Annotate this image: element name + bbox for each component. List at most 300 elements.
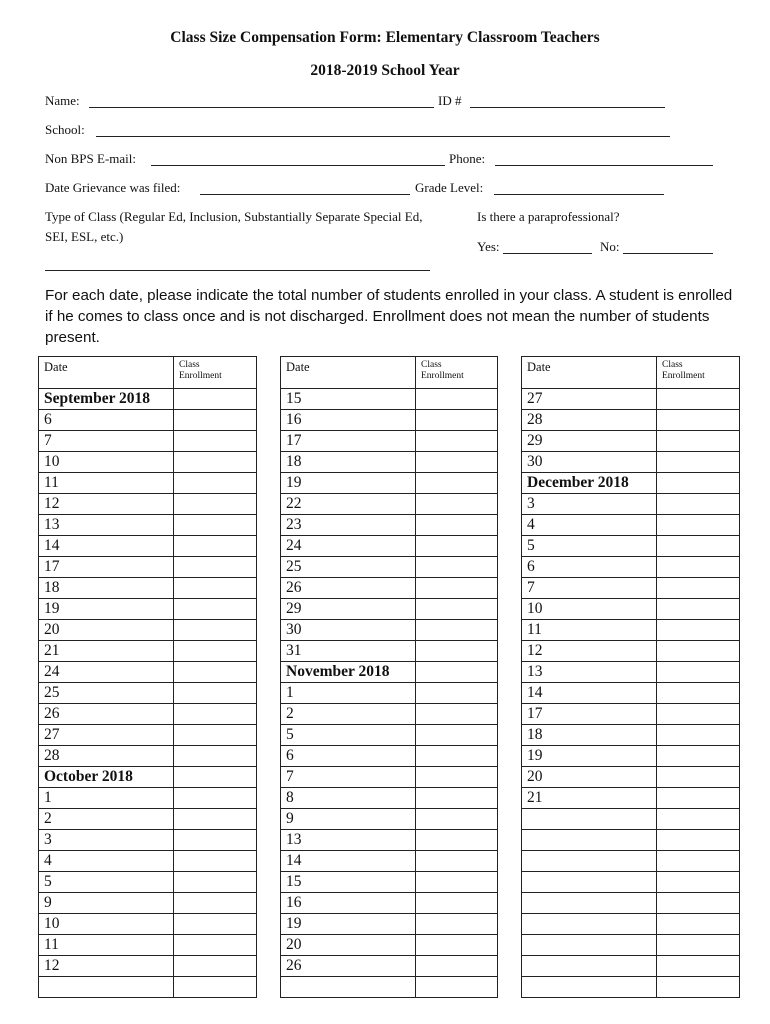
date-cell: 24 (281, 536, 416, 557)
enrollment-cell[interactable] (657, 620, 740, 641)
table-row (522, 893, 740, 914)
table-row (39, 830, 257, 851)
no-field[interactable] (623, 253, 713, 254)
date-cell: 26 (39, 704, 174, 725)
enrollment-cell[interactable] (174, 956, 257, 977)
date-cell: 5 (281, 725, 416, 746)
form-title: Class Size Compensation Form: Elementary Classroom Teachers (170, 29, 600, 46)
enrollment-cell[interactable] (174, 872, 257, 893)
enrollment-cell[interactable] (416, 746, 498, 767)
enrollment-cell[interactable] (174, 704, 257, 725)
enrollment-cell[interactable] (416, 599, 498, 620)
table-row (39, 431, 257, 452)
grade-level-field[interactable] (494, 194, 664, 195)
table-row (281, 389, 498, 410)
enrollment-cell (174, 767, 257, 788)
date-cell: 29 (281, 599, 416, 620)
date-cell: 12 (39, 494, 174, 515)
enrollment-cell[interactable] (174, 599, 257, 620)
date-cell: 13 (39, 515, 174, 536)
table-row (522, 914, 740, 935)
date-cell: 13 (522, 662, 657, 683)
table-row (522, 872, 740, 893)
date-cell: 5 (39, 872, 174, 893)
enrollment-cell[interactable] (174, 536, 257, 557)
date-cell: 17 (281, 431, 416, 452)
class-enrollment-header (174, 357, 257, 389)
table-row (39, 473, 257, 494)
enrollment-header-line2: Enrollment (179, 371, 222, 381)
date-cell: 30 (522, 452, 657, 473)
enrollment-cell[interactable] (657, 431, 740, 452)
school-field[interactable] (96, 136, 670, 137)
paraprofessional-question: Is there a paraprofessional? (477, 209, 620, 224)
date-cell: 1 (39, 788, 174, 809)
enrollment-cell[interactable] (174, 578, 257, 599)
table-row (39, 977, 257, 998)
table-row (281, 893, 498, 914)
enrollment-cell[interactable] (416, 494, 498, 515)
table-row (281, 620, 498, 641)
enrollment-cell[interactable] (657, 683, 740, 704)
enrollment-cell[interactable] (657, 515, 740, 536)
enrollment-cell[interactable] (657, 914, 740, 935)
enrollment-cell[interactable] (657, 893, 740, 914)
date-cell: 20 (522, 767, 657, 788)
enrollment-cell[interactable] (657, 641, 740, 662)
class-enrollment-header (416, 357, 498, 389)
enrollment-table-3 (521, 356, 740, 998)
enrollment-cell[interactable] (416, 536, 498, 557)
enrollment-cell[interactable] (416, 830, 498, 851)
enrollment-header-line2: Enrollment (421, 371, 464, 381)
date-cell: 29 (522, 431, 657, 452)
table-row (281, 473, 498, 494)
table-row (522, 725, 740, 746)
enrollment-table-1 (38, 356, 257, 998)
school-label: School: (45, 122, 85, 137)
date-cell: 10 (39, 914, 174, 935)
table-row (522, 536, 740, 557)
enrollment-cell[interactable] (416, 872, 498, 893)
table-row (522, 515, 740, 536)
table-row (522, 389, 740, 410)
date-header: Date (39, 357, 174, 389)
table-row (39, 935, 257, 956)
no-label: No: (600, 239, 620, 254)
date-cell: 3 (39, 830, 174, 851)
month-heading: November 2018 (281, 662, 416, 683)
enrollment-cell[interactable] (657, 389, 740, 410)
month-heading: October 2018 (39, 767, 174, 788)
enrollment-cell[interactable] (657, 977, 740, 998)
table-row (39, 788, 257, 809)
date-cell: 9 (39, 893, 174, 914)
date-cell: 11 (522, 620, 657, 641)
date-cell: 15 (281, 872, 416, 893)
date-cell: 19 (281, 473, 416, 494)
table-row (281, 851, 498, 872)
enrollment-cell[interactable] (174, 725, 257, 746)
date-cell: 17 (39, 557, 174, 578)
table-row (281, 452, 498, 473)
table-row (39, 872, 257, 893)
enrollment-cell[interactable] (416, 641, 498, 662)
table-row (522, 956, 740, 977)
date-cell: 15 (281, 389, 416, 410)
email-field[interactable] (151, 165, 445, 166)
table-row (39, 956, 257, 977)
enrollment-cell[interactable] (416, 956, 498, 977)
date-cell: 18 (281, 452, 416, 473)
enrollment-cell[interactable] (174, 473, 257, 494)
table-row (522, 452, 740, 473)
table-row (281, 935, 498, 956)
enrollment-cell (174, 389, 257, 410)
enrollment-header-line1: Class (662, 360, 683, 370)
date-cell: 23 (281, 515, 416, 536)
date-cell (522, 893, 657, 914)
table-row (281, 788, 498, 809)
enrollment-cell[interactable] (657, 725, 740, 746)
grievance-date-label: Date Grievance was filed: (45, 180, 181, 195)
enrollment-cell[interactable] (416, 893, 498, 914)
date-cell: 25 (281, 557, 416, 578)
table-row (522, 851, 740, 872)
table-row (522, 746, 740, 767)
date-cell: 18 (39, 578, 174, 599)
date-cell (522, 872, 657, 893)
class-type-label-line2: SEI, ESL, etc.) (45, 229, 124, 244)
table-row (39, 914, 257, 935)
enrollment-cell[interactable] (657, 830, 740, 851)
enrollment-cell[interactable] (174, 935, 257, 956)
enrollment-header-line2: Enrollment (662, 371, 705, 381)
enrollment-cell[interactable] (657, 494, 740, 515)
enrollment-cell[interactable] (657, 788, 740, 809)
date-cell: 7 (522, 578, 657, 599)
table-row (281, 746, 498, 767)
enrollment-cell[interactable] (174, 620, 257, 641)
enrollment-cell[interactable] (657, 410, 740, 431)
table-row (39, 683, 257, 704)
date-cell: 5 (522, 536, 657, 557)
table-row (522, 557, 740, 578)
enrollment-cell[interactable] (416, 704, 498, 725)
table-row (522, 641, 740, 662)
date-cell: 20 (281, 935, 416, 956)
table-row (522, 935, 740, 956)
table-row (281, 662, 498, 683)
table-row (522, 809, 740, 830)
table-row (522, 473, 740, 494)
enrollment-cell[interactable] (657, 578, 740, 599)
table-row (39, 410, 257, 431)
enrollment-cell[interactable] (657, 767, 740, 788)
date-header: Date (281, 357, 416, 389)
email-label: Non BPS E-mail: (45, 151, 137, 166)
enrollment-cell[interactable] (416, 851, 498, 872)
date-cell: 27 (39, 725, 174, 746)
date-cell: 4 (39, 851, 174, 872)
table-row (39, 809, 257, 830)
enrollment-cell[interactable] (174, 515, 257, 536)
date-cell: 14 (39, 536, 174, 557)
table-row (522, 704, 740, 725)
date-cell: 12 (39, 956, 174, 977)
enrollment-cell[interactable] (657, 872, 740, 893)
date-cell: 6 (281, 746, 416, 767)
enrollment-cell[interactable] (416, 809, 498, 830)
grievance-date-field[interactable] (200, 194, 410, 195)
name-label: Name: (45, 93, 80, 108)
table-row (39, 389, 257, 410)
table-row (39, 851, 257, 872)
date-cell: 14 (522, 683, 657, 704)
enrollment-cell[interactable] (174, 830, 257, 851)
table-row (522, 788, 740, 809)
date-cell: 13 (281, 830, 416, 851)
enrollment-cell[interactable] (174, 746, 257, 767)
table-row (281, 599, 498, 620)
name-field[interactable] (89, 107, 434, 108)
enrollment-cell[interactable] (657, 662, 740, 683)
class-type-field[interactable] (45, 270, 430, 271)
enrollment-cell[interactable] (416, 788, 498, 809)
table-row (522, 767, 740, 788)
enrollment-cell[interactable] (657, 452, 740, 473)
enrollment-cell[interactable] (416, 515, 498, 536)
table-row (39, 641, 257, 662)
date-cell: 2 (281, 704, 416, 725)
instructions-text: For each date, please indicate the total number of students enrolled in your class. A student is enrolled if he comes to class once and is not discharged. Enrollment does not mean the number of students present. (45, 287, 733, 346)
table-row (39, 893, 257, 914)
class-enrollment-header (657, 357, 740, 389)
date-cell (522, 830, 657, 851)
table-row (39, 620, 257, 641)
table-row (522, 977, 740, 998)
enrollment-cell[interactable] (174, 431, 257, 452)
enrollment-cell[interactable] (174, 683, 257, 704)
date-cell: 28 (522, 410, 657, 431)
enrollment-cell[interactable] (416, 914, 498, 935)
enrollment-cell[interactable] (657, 809, 740, 830)
enrollment-cell[interactable] (657, 704, 740, 725)
date-cell (522, 935, 657, 956)
date-cell: 6 (39, 410, 174, 431)
enrollment-cell[interactable] (416, 725, 498, 746)
enrollment-cell[interactable] (174, 788, 257, 809)
date-cell: 12 (522, 641, 657, 662)
table-row (522, 494, 740, 515)
yes-label: Yes: (477, 239, 500, 254)
date-cell: 17 (522, 704, 657, 725)
month-heading: September 2018 (39, 389, 174, 410)
table-row (281, 410, 498, 431)
enrollment-cell[interactable] (657, 956, 740, 977)
enrollment-cell[interactable] (416, 935, 498, 956)
date-cell: 7 (39, 431, 174, 452)
date-cell: 25 (39, 683, 174, 704)
enrollment-cell[interactable] (174, 641, 257, 662)
date-cell: 7 (281, 767, 416, 788)
date-cell (522, 914, 657, 935)
table-row (522, 410, 740, 431)
id-label: ID # (438, 93, 462, 108)
table-row (281, 872, 498, 893)
grade-level-label: Grade Level: (415, 180, 484, 195)
enrollment-cell[interactable] (416, 389, 498, 410)
enrollment-cell[interactable] (657, 851, 740, 872)
table-row (39, 536, 257, 557)
table-row (522, 599, 740, 620)
enrollment-cell[interactable] (416, 410, 498, 431)
enrollment-cell[interactable] (416, 620, 498, 641)
enrollment-cell[interactable] (174, 410, 257, 431)
enrollment-cell[interactable] (174, 809, 257, 830)
table-row (39, 515, 257, 536)
enrollment-cell[interactable] (174, 662, 257, 683)
table-row (39, 746, 257, 767)
enrollment-cell[interactable] (416, 431, 498, 452)
date-cell: 20 (39, 620, 174, 641)
table-row (281, 704, 498, 725)
date-cell: 18 (522, 725, 657, 746)
table-row (39, 494, 257, 515)
enrollment-cell[interactable] (174, 452, 257, 473)
enrollment-header-line1: Class (179, 360, 200, 370)
date-cell: 4 (522, 515, 657, 536)
date-cell: 24 (39, 662, 174, 683)
table-row (522, 683, 740, 704)
table-row (281, 956, 498, 977)
date-cell: 31 (281, 641, 416, 662)
date-cell: 3 (522, 494, 657, 515)
date-cell (522, 809, 657, 830)
table-row (39, 767, 257, 788)
enrollment-cell (416, 662, 498, 683)
table-row (281, 830, 498, 851)
table-row (281, 641, 498, 662)
table-row (39, 662, 257, 683)
table-row (39, 725, 257, 746)
date-cell: 19 (281, 914, 416, 935)
school-year-subtitle: 2018-2019 School Year (310, 62, 460, 79)
date-cell: 10 (39, 452, 174, 473)
enrollment-cell[interactable] (657, 746, 740, 767)
id-field[interactable] (470, 107, 665, 108)
enrollment-cell[interactable] (416, 452, 498, 473)
table-row (281, 536, 498, 557)
date-cell: 19 (522, 746, 657, 767)
date-cell: 6 (522, 557, 657, 578)
table-row (39, 704, 257, 725)
table-row (522, 620, 740, 641)
date-cell: 30 (281, 620, 416, 641)
date-cell: 16 (281, 410, 416, 431)
date-cell: 10 (522, 599, 657, 620)
enrollment-cell[interactable] (657, 536, 740, 557)
table-row (522, 662, 740, 683)
table-row (281, 809, 498, 830)
table-row (281, 977, 498, 998)
enrollment-cell[interactable] (657, 935, 740, 956)
table-row (39, 452, 257, 473)
date-cell: 28 (39, 746, 174, 767)
table-row (39, 557, 257, 578)
date-cell: 27 (522, 389, 657, 410)
enrollment-cell[interactable] (657, 599, 740, 620)
month-heading: December 2018 (522, 473, 657, 494)
date-cell: 14 (281, 851, 416, 872)
phone-field[interactable] (495, 165, 713, 166)
enrollment-table-2 (280, 356, 498, 998)
table-row (281, 494, 498, 515)
date-cell (522, 956, 657, 977)
date-cell: 16 (281, 893, 416, 914)
enrollment-cell[interactable] (174, 914, 257, 935)
table-row (281, 914, 498, 935)
date-cell: 21 (522, 788, 657, 809)
table-row (39, 578, 257, 599)
enrollment-cell[interactable] (657, 557, 740, 578)
enrollment-cell[interactable] (174, 851, 257, 872)
enrollment-cell[interactable] (416, 683, 498, 704)
table-row (281, 725, 498, 746)
date-cell: 11 (39, 935, 174, 956)
date-cell (39, 977, 174, 998)
enrollment-cell[interactable] (416, 557, 498, 578)
enrollment-header-line1: Class (421, 360, 442, 370)
date-cell (522, 977, 657, 998)
enrollment-cell (657, 473, 740, 494)
enrollment-cell[interactable] (174, 977, 257, 998)
date-cell: 21 (39, 641, 174, 662)
date-header: Date (522, 357, 657, 389)
enrollment-cell[interactable] (416, 767, 498, 788)
enrollment-cell[interactable] (416, 578, 498, 599)
table-row (522, 830, 740, 851)
table-row (281, 578, 498, 599)
table-row (281, 431, 498, 452)
enrollment-cell[interactable] (174, 557, 257, 578)
table-row (522, 578, 740, 599)
yes-field[interactable] (503, 253, 592, 254)
date-cell: 22 (281, 494, 416, 515)
table-row (281, 767, 498, 788)
enrollment-cell[interactable] (174, 494, 257, 515)
table-row (281, 515, 498, 536)
table-row (281, 557, 498, 578)
date-cell: 26 (281, 578, 416, 599)
table-row (39, 599, 257, 620)
date-cell: 8 (281, 788, 416, 809)
date-cell: 19 (39, 599, 174, 620)
date-cell: 9 (281, 809, 416, 830)
date-cell (522, 851, 657, 872)
enrollment-cell[interactable] (416, 977, 498, 998)
date-cell (281, 977, 416, 998)
date-cell: 1 (281, 683, 416, 704)
enrollment-cell[interactable] (416, 473, 498, 494)
class-type-label-line1: Type of Class (Regular Ed, Inclusion, Substantially Separate Special Ed, (45, 209, 423, 224)
table-row (522, 431, 740, 452)
phone-label: Phone: (449, 151, 486, 166)
date-cell: 2 (39, 809, 174, 830)
date-cell: 11 (39, 473, 174, 494)
table-row (281, 683, 498, 704)
enrollment-cell[interactable] (174, 893, 257, 914)
